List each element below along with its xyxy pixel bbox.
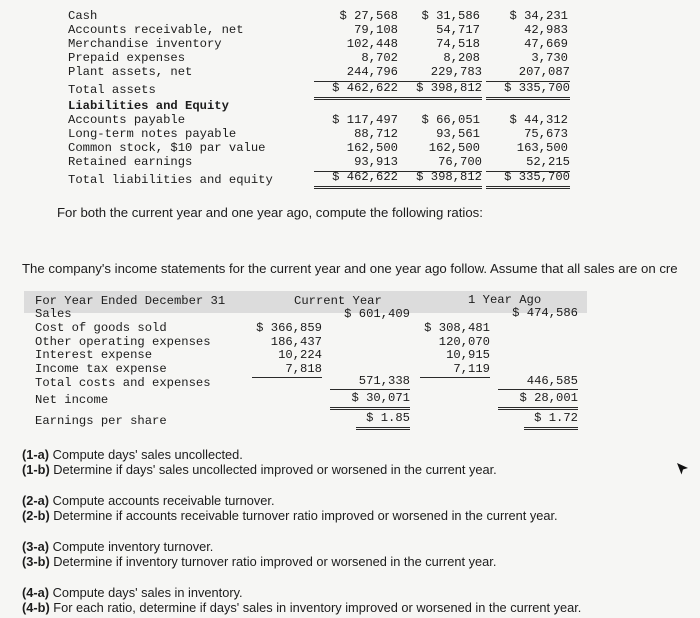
income-cell: 446,585 — [498, 374, 578, 390]
bs-label-ar: Accounts receivable, net — [68, 23, 244, 37]
bs-label-retained: Retained earnings — [68, 155, 193, 169]
bs-cell: 8,702 — [361, 51, 398, 65]
income-label-cogs: Cost of goods sold — [35, 321, 167, 335]
income-sales-current: $ 601,409 — [344, 307, 410, 321]
question-text: Compute inventory turnover. — [52, 539, 214, 554]
question-text: Determine if accounts receivable turnover ratio improved or worsened in the current year. — [53, 508, 558, 523]
bs-cell: $ 34,231 — [509, 9, 568, 23]
bs-label-total-liab: Total liabilities and equity — [68, 173, 273, 187]
question-text: Compute accounts receivable turnover. — [52, 493, 275, 508]
bs-cell-total: $ 462,622 — [314, 171, 398, 189]
question-tag: (4-b) — [22, 600, 50, 615]
question-4a — [22, 585, 243, 601]
bs-cell-total: $ 398,812 — [398, 82, 482, 100]
question-text: For each ratio, determine if days' sales in inventory improved or worsened in the current year. — [53, 600, 582, 615]
bs-cell: 93,913 — [314, 156, 398, 172]
bs-cell: 52,215 — [486, 156, 570, 172]
bs-label-plant: Plant assets, net — [68, 65, 193, 79]
bs-cell: 162,500 — [428, 141, 480, 155]
bs-cell-total: $ 335,700 — [486, 171, 570, 189]
bs-label-ap: Accounts payable — [68, 113, 186, 127]
question-2b — [22, 508, 558, 524]
income-cell: 120,070 — [438, 335, 490, 349]
income-label-total-costs: Total costs and expenses — [35, 376, 211, 390]
bs-cell-total: $ 398,812 — [398, 171, 482, 189]
question-3b — [22, 554, 496, 570]
question-tag: (4-a) — [22, 585, 50, 600]
bs-cell: 207,087 — [486, 66, 570, 82]
income-label-other: Other operating expenses — [35, 335, 211, 349]
bs-cell-total: $ 335,700 — [486, 82, 570, 100]
bs-cell: 229,783 — [398, 66, 482, 82]
income-label-interest: Interest expense — [35, 348, 153, 362]
question-tag: (2-b) — [22, 508, 50, 523]
bs-cell: 47,669 — [524, 37, 568, 51]
question-4b — [22, 600, 581, 616]
bs-label-prepaid: Prepaid expenses — [68, 51, 186, 65]
bs-label-inventory: Merchandise inventory — [68, 37, 222, 51]
income-cell: $ 28,001 — [498, 391, 578, 410]
bs-cell: 42,983 — [524, 23, 568, 37]
income-intro: The company's income statements for the current year and one year ago follow. Assume that all sales are on cre — [22, 261, 678, 276]
bs-label-total-assets: Total assets — [68, 83, 156, 97]
bs-cell: 76,700 — [398, 156, 482, 172]
income-sales-prior: $ 474,586 — [512, 306, 578, 320]
bs-cell: 3,730 — [531, 51, 568, 65]
income-cell: 10,224 — [278, 348, 322, 362]
question-tag: (2-a) — [22, 493, 50, 508]
cursor-arrow-icon — [676, 462, 690, 476]
bs-label-notes: Long-term notes payable — [68, 127, 237, 141]
question-tag: (1-b) — [22, 462, 50, 477]
income-cell: 7,119 — [420, 362, 490, 378]
bs-cell: 163,500 — [516, 141, 568, 155]
bs-cell: 162,500 — [346, 141, 398, 155]
bs-cell: 88,712 — [354, 127, 398, 141]
question-3a — [22, 539, 213, 555]
bs-cell: 74,518 — [436, 37, 480, 51]
income-cell: 571,338 — [330, 374, 410, 390]
income-cell: $ 1.85 — [356, 411, 410, 430]
income-cell: $ 308,481 — [424, 321, 490, 335]
income-cell: 7,818 — [252, 362, 322, 378]
question-tag: (3-a) — [22, 539, 50, 554]
income-cell: 10,915 — [446, 348, 490, 362]
income-header-label: For Year Ended December 31 — [35, 294, 226, 308]
bs-label-cash: Cash — [68, 9, 98, 23]
bs-label-common: Common stock, $10 par value — [68, 141, 266, 155]
income-label-sales: Sales — [35, 307, 72, 321]
bs-cell: 79,108 — [354, 23, 398, 37]
ratios-prompt: For both the current year and one year ago, compute the following ratios: — [57, 205, 483, 220]
income-header-prior: 1 Year Ago — [468, 293, 542, 307]
question-tag: (3-b) — [22, 554, 50, 569]
income-label-tax: Income tax expense — [35, 362, 167, 376]
question-text: Compute days' sales in inventory. — [52, 585, 243, 600]
income-label-net: Net income — [35, 393, 109, 407]
bs-cell: 8,208 — [443, 51, 480, 65]
question-text: Determine if inventory turnover ratio improved or worsened in the current year. — [53, 554, 497, 569]
question-tag: (1-a) — [22, 447, 50, 462]
bs-cell: 102,448 — [346, 37, 398, 51]
bs-cell: $ 27,568 — [339, 9, 398, 23]
income-cell: $ 366,859 — [256, 321, 322, 335]
income-cell: 186,437 — [270, 335, 322, 349]
income-header-current: Current Year — [294, 294, 382, 308]
bs-cell-total: $ 462,622 — [314, 82, 398, 100]
question-1a — [22, 447, 243, 463]
bs-cell: $ 66,051 — [421, 113, 480, 127]
question-text: Determine if days' sales uncollected improved or worsened in the current year. — [53, 462, 497, 477]
bs-cell: 244,796 — [314, 66, 398, 82]
bs-cell: $ 31,586 — [421, 9, 480, 23]
question-text: Compute days' sales uncollected. — [52, 447, 243, 462]
bs-cell: 75,673 — [524, 127, 568, 141]
bs-cell: $ 44,312 — [509, 113, 568, 127]
bs-cell: 54,717 — [436, 23, 480, 37]
bs-label-liab-heading: Liabilities and Equity — [68, 99, 229, 113]
bs-cell: 93,561 — [436, 127, 480, 141]
question-1b — [22, 462, 497, 478]
bs-cell: $ 117,497 — [332, 113, 398, 127]
income-label-eps: Earnings per share — [35, 414, 167, 428]
income-cell: $ 1.72 — [524, 411, 578, 430]
question-2a — [22, 493, 275, 509]
income-cell: $ 30,071 — [330, 391, 410, 410]
